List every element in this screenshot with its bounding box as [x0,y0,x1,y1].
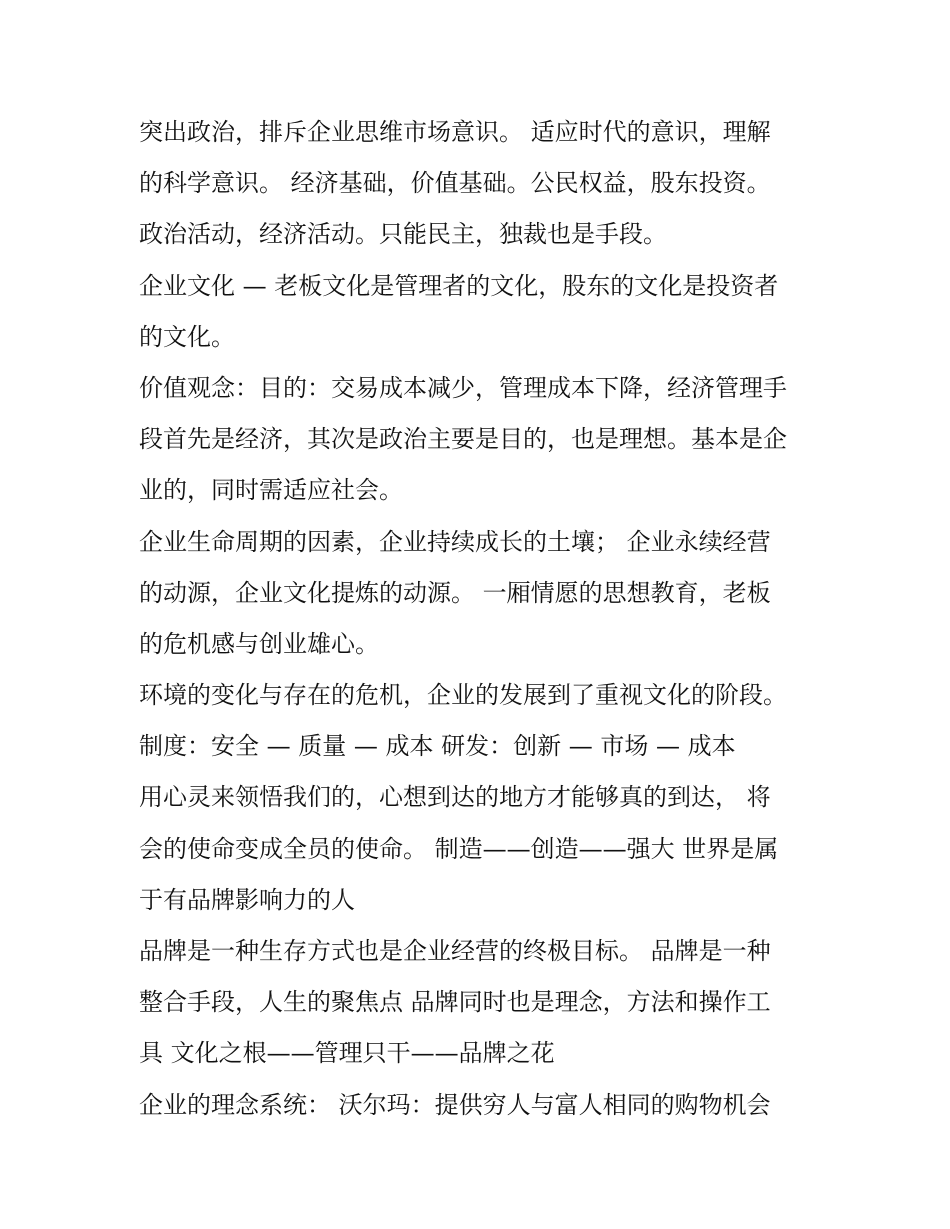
text-line: 环境的变化与存在的危机，企业的发展到了重视文化的阶段。 [139,681,787,710]
text-line: 整合手段，人生的聚焦点 品牌同时也是理念，方法和操作工 [139,988,771,1017]
text-line: 的科学意识。 经济基础，价值基础。公民权益，股东投资。 [139,169,771,198]
text-line: 企业文化 — 老板文化是管理者的文化，股东的文化是投资者 [139,271,779,300]
text-line: 的动源，企业文化提炼的动源。 一厢情愿的思想教育，老板 [139,578,771,607]
document-body [139,107,829,1131]
text-line: 突出政治，排斥企业思维市场意识。 适应时代的意识，理解 [139,118,771,146]
text-line: 具 文化之根——管理只干——品牌之花 [139,1039,555,1068]
text-line: 于有品牌影响力的人 [139,885,355,914]
text-line: 品牌是一种生存方式也是企业经营的终极目标。 品牌是一种 [139,937,771,965]
text-line: 企业的理念系统： 沃尔玛：提供穷人与富人相同的购物机会 [139,1090,771,1119]
text-line: 业的，同时需适应社会。 [139,476,403,505]
text-line: 会的使命变成全员的使命。 制造——创造——强大 世界是属 [139,834,779,863]
text-line: 政治活动，经济活动。只能民主，独裁也是手段。 [139,220,667,249]
text-line: 制度：安全 — 质量 — 成本 研发：创新 — 市场 — 成本 [139,732,736,761]
text-line: 的文化。 [139,322,235,351]
text-line: 用心灵来领悟我们的，心想到达的地方才能够真的到达， 将 [139,783,771,812]
text-line: 的危机感与创业雄心。 [139,629,379,658]
text-line: 段首先是经济，其次是政治主要是目的，也是理想。基本是企 [139,425,787,454]
text-line: 企业生命周期的因素，企业持续成长的土壤； 企业永续经营 [139,527,771,556]
text-line: 价值观念：目的：交易成本减少，管理成本下降，经济管理手 [139,373,787,402]
